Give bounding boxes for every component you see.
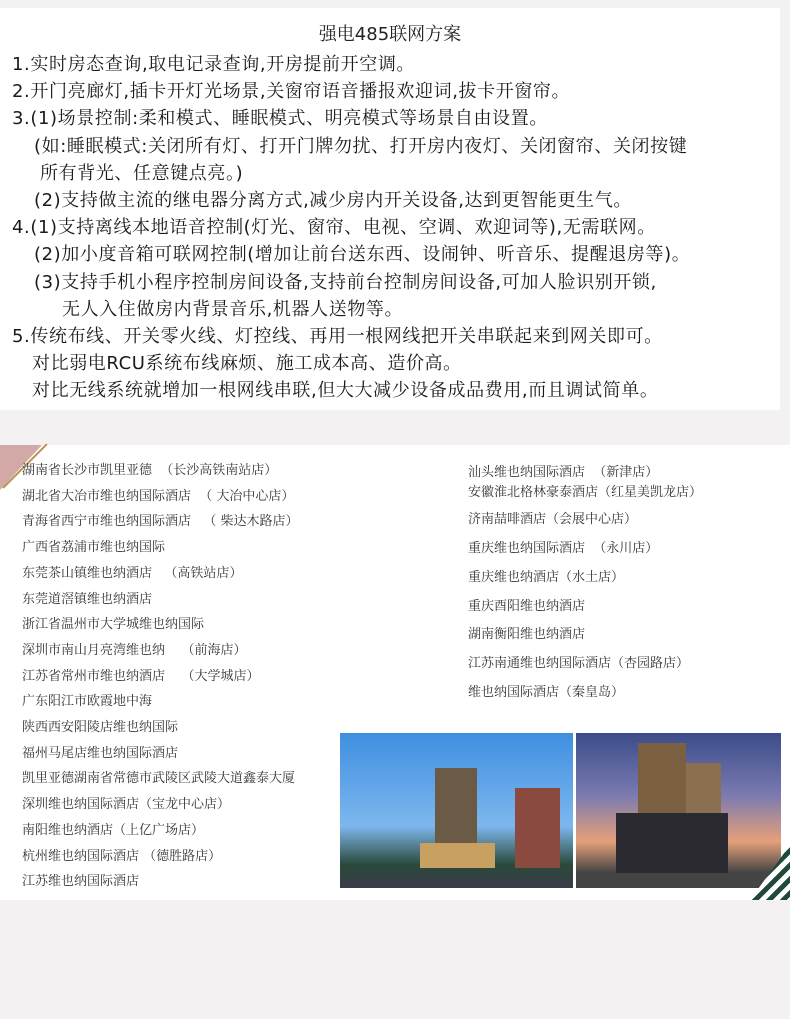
hotel-list-item: 江苏省常州市维也纳酒店 （大学城店） [22,668,260,684]
solution-panel [0,8,780,410]
description-line: 3.(1)场景控制:柔和模式、睡眠模式、明亮模式等场景自由设置。 [12,108,548,130]
description-line: 对比无线系统就增加一根网线串联,但大大减少设备成品费用,而且调试简单。 [32,380,659,402]
hotel-list-item: 东莞道滘镇维也纳酒店 [22,591,153,607]
hotel-list-item: 浙江省温州市大学城维也纳国际 [22,617,205,633]
hotel-photo-1 [340,733,573,888]
hotel-list-item: 深圳维也纳国际酒店（宝龙中心店） [22,797,231,813]
hotel-list-item: 青海省西宁市维也纳国际酒店 （ 柴达木路店） [22,514,299,530]
description-line: 5.传统布线、开关零火线、灯控线、再用一根网线把开关串联起来到网关即可。 [12,326,663,347]
description-line: (如:睡眠模式:关闭所有灯、打开门牌勿扰、打开房内夜灯、关闭窗帘、关闭按键 [34,135,688,157]
hotel-list-item: 凯里亚德湖南省常德市武陵区武陵大道鑫泰大厦 [22,771,296,787]
description-line: 无人入住做房内背景音乐,机器人送物等。 [62,298,404,320]
hotel-list-item: 汕头维也纳国际酒店 （新津店） [468,465,659,480]
hotel-photo-2 [576,733,781,888]
hotel-list-item: 广东阳江市欧霞地中海 [22,694,153,710]
description-line: 4.(1)支持离线本地语音控制(灯光、窗帘、电视、空调、欢迎词等),无需联网。 [12,217,656,239]
description-line: 所有背光、任意键点亮。) [40,162,244,184]
description-line: (3)支持手机小程序控制房间设备,支持前台控制房间设备,可加人脸识别开锁, [34,271,657,293]
hotel-list-item: 江苏维也纳国际酒店 [22,874,140,890]
hotel-list-item: 深圳市南山月亮湾维也纳 （前海店） [22,642,247,658]
description-line: 对比弱电RCU系统布线麻烦、施工成本高、造价高。 [32,353,462,375]
description-line: (2)加小度音箱可联网控制(增加让前台送东西、设闹钟、听音乐、提醒退房等)。 [34,244,691,266]
hotel-list-item: 广西省荔浦市维也纳国际 [22,540,166,556]
hotel-list-item: 南阳维也纳酒店（上亿广场店） [22,822,205,838]
hotel-list-item: 济南喆啡酒店（会展中心店） [468,512,638,527]
description-line: (2)支持做主流的继电器分离方式,减少房内开关设备,达到更智能更生气。 [34,190,632,211]
hotel-list-item: 东莞茶山镇维也纳酒店 （高铁站店） [22,565,243,581]
hotel-list-item: 重庆维也纳酒店（水土店） [468,570,625,585]
description-line: 2.开门亮廊灯,插卡开灯光场景,关窗帘语音播报欢迎词,拔卡开窗帘。 [12,81,571,103]
hotel-list-item: 维也纳国际酒店（秦皇岛） [468,685,625,700]
hotel-list-item: 重庆维也纳国际酒店 （永川店） [468,541,659,556]
hotel-list-item: 杭州维也纳国际酒店 （德胜路店） [22,848,222,864]
hotel-list-item: 福州马尾店维也纳国际酒店 [22,745,179,761]
page-title: 强电485联网方案 [318,24,462,45]
description-line: 1.实时房态查询,取电记录查询,开房提前开空调。 [12,54,416,75]
hotel-list-item: 湖南省长沙市凯里亚德 （长沙高铁南站店） [22,463,278,478]
hotel-list-item: 陕西西安阳陵店维也纳国际 [22,720,179,735]
hotel-list-item: 湖北省大冶市维也纳国际酒店 （ 大冶中心店） [22,488,295,504]
hotel-list-item: 安徽淮北格林豪泰酒店（红星美凯龙店） [468,485,703,500]
hotel-list-item: 重庆酉阳维也纳酒店 [468,599,586,614]
hotel-reference-panel [0,445,790,900]
hotel-list-item: 江苏南通维也纳国际酒店（杏园路店） [468,656,690,671]
hotel-list-item: 湖南衡阳维也纳酒店 [468,627,586,642]
